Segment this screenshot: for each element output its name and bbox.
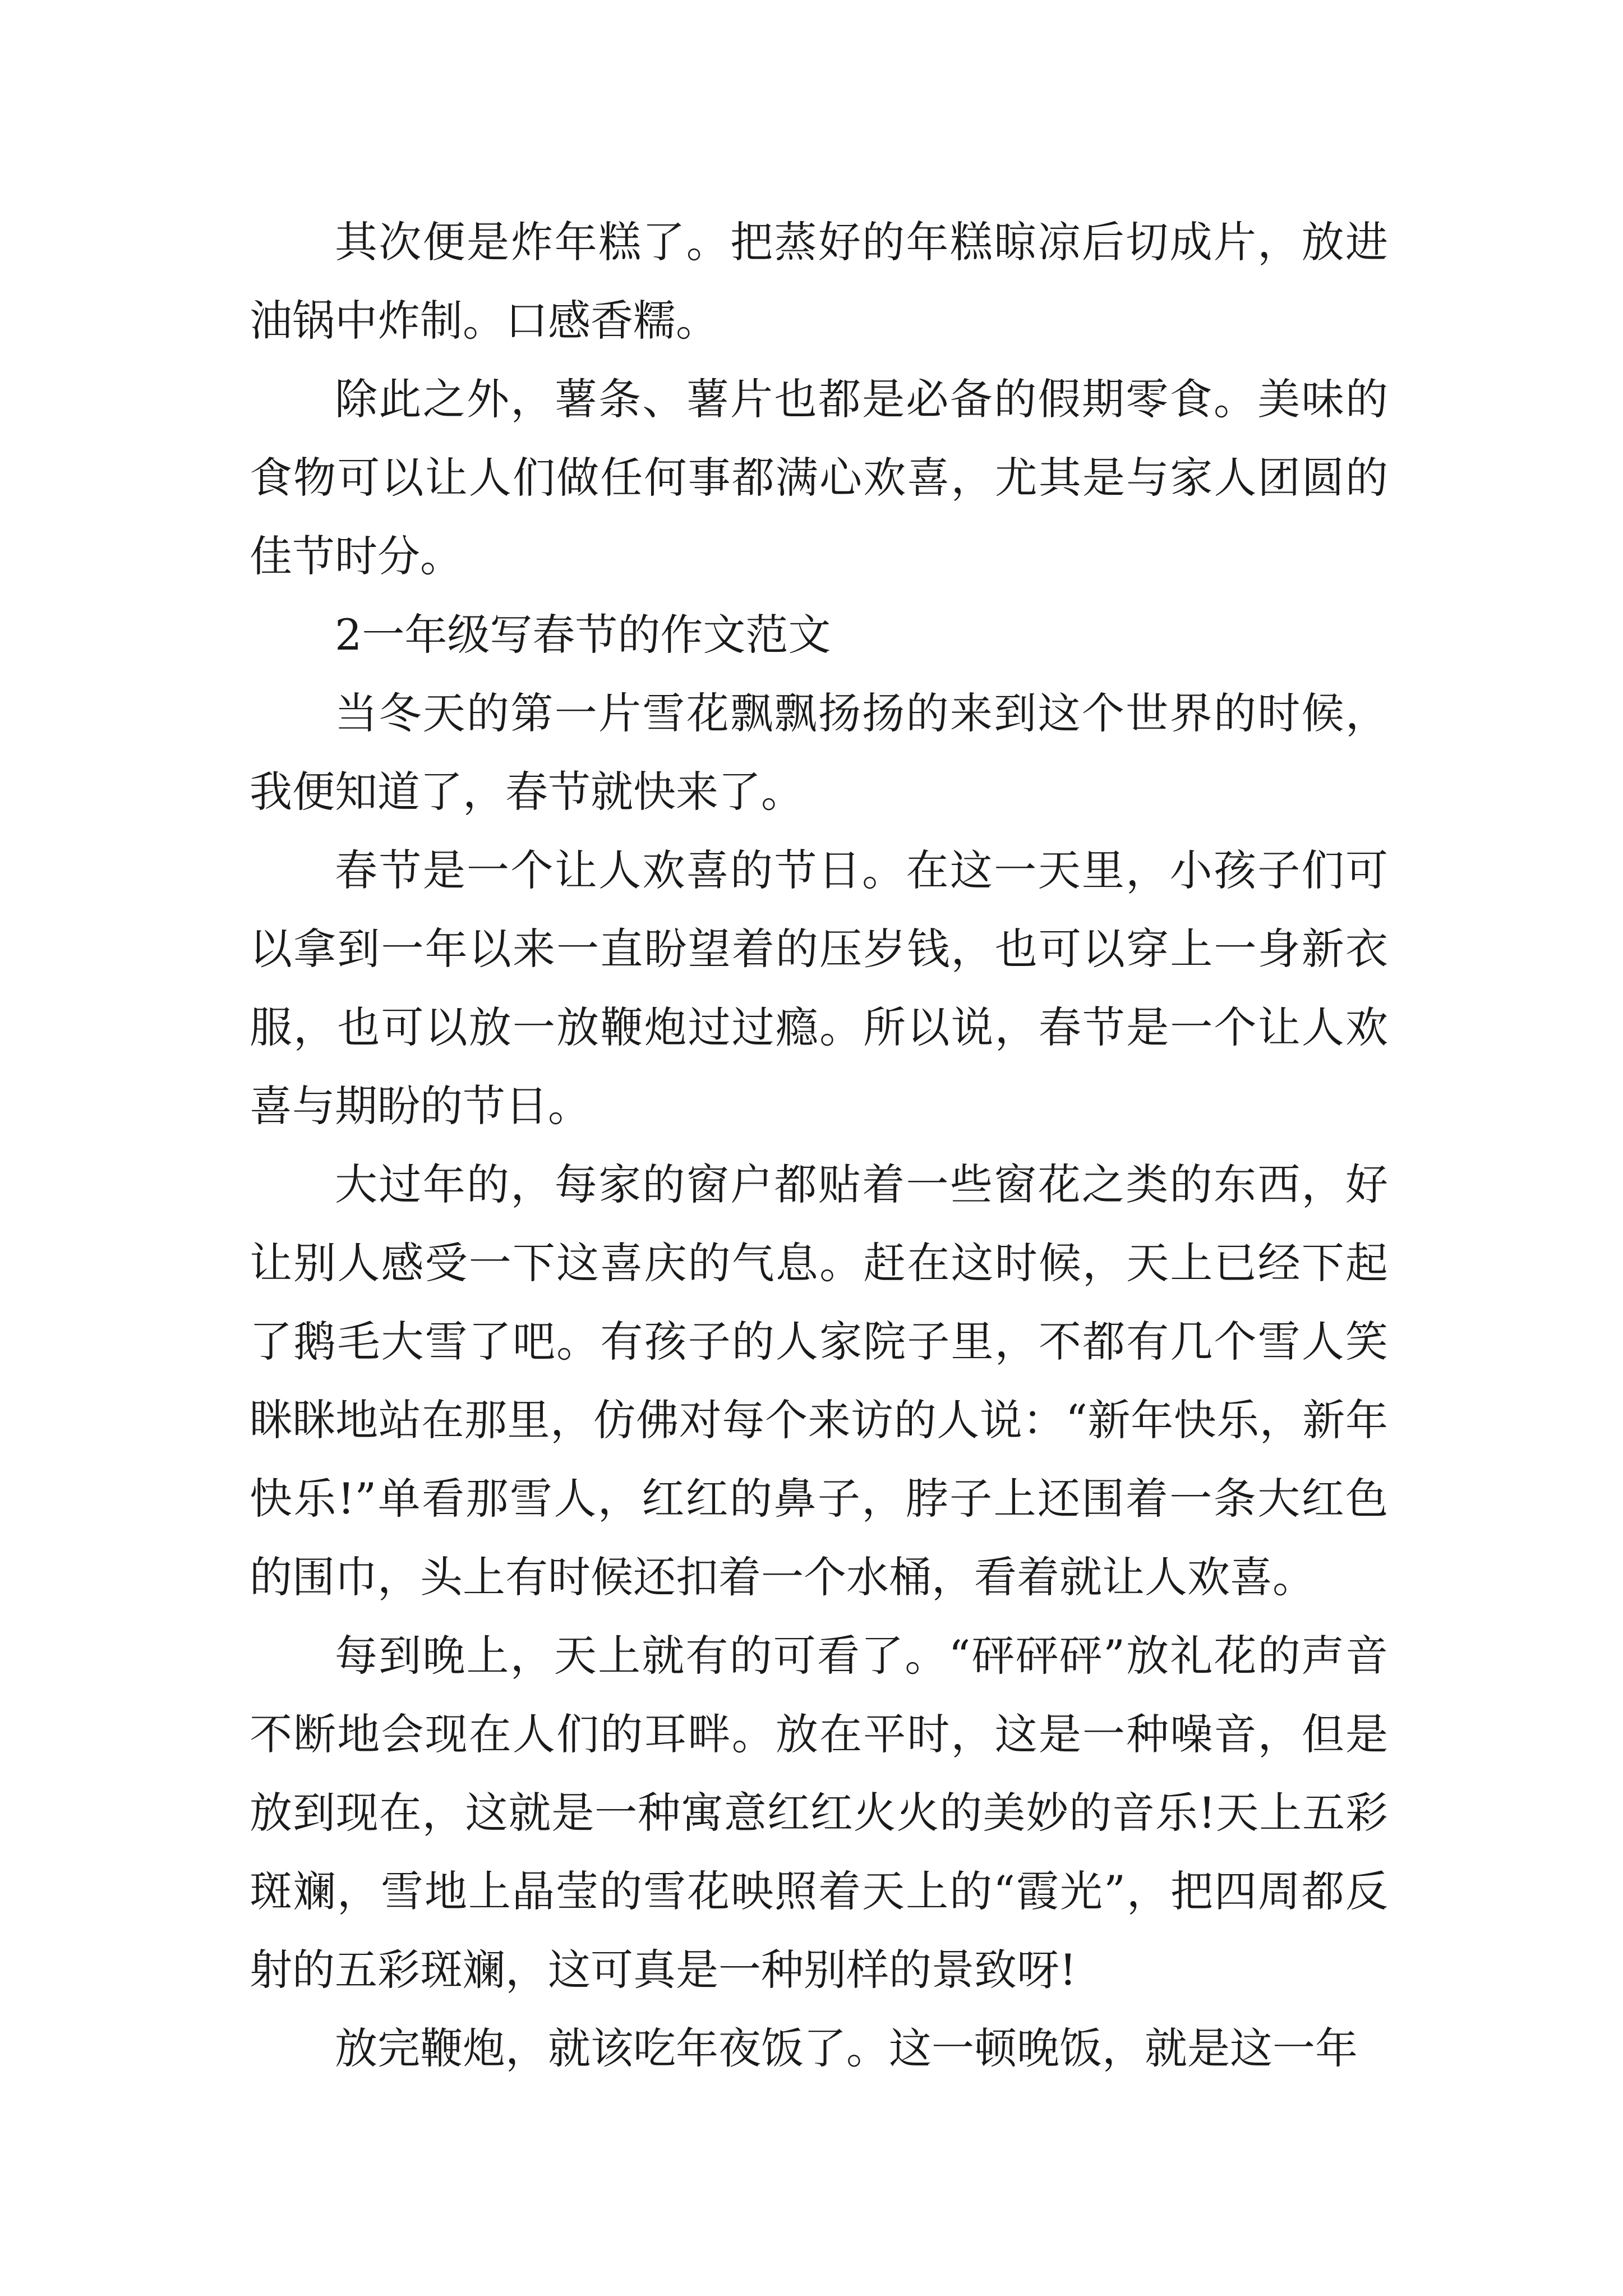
- paragraph-snacks: 除此之外，薯条、薯片也都是必备的假期零食。美味的食物可以让人们做任何事都满心欢喜，尤其是与家人团圆的佳节时分。: [250, 374, 1388, 581]
- paragraph-window-flowers: 大过年的，每家的窗户都贴着一些窗花之类的东西，好让别人感受一下这喜庆的气息。赶在这时候，天上已经下起了鹅毛大雪了吧。有孩子的人家院子里，不都有几个雪人笑眯眯地站在那里，仿佛对每个来访的人说：“新年快乐，新年快乐!”单看那雪人，红红的鼻子，脖子上还围着一条大红色的围巾，头上有时候还扣着一个水桶，看着就让人欢喜。: [250, 1159, 1388, 1602]
- document-body: [250, 203, 1388, 2088]
- paragraph-fried-rice-cake: 其次便是炸年糕了。把蒸好的年糕晾凉后切成片，放进油锅中炸制。口感香糯。: [250, 217, 1388, 346]
- paragraph-first-snowflake: 当冬天的第一片雪花飘飘扬扬的来到这个世界的时候，我便知道了，春节就快来了。: [250, 688, 1388, 817]
- paragraph-new-year-dinner: 放完鞭炮，就该吃年夜饭了。这一顿晚饭，就是这一年: [335, 2023, 1358, 2073]
- paragraph-fireworks: 每到晚上，天上就有的可看了。“砰砰砰”放礼花的声音不断地会现在人们的耳畔。放在平时，这是一种噪音，但是放到现在，这就是一种寓意红红火火的美妙的音乐!天上五彩斑斓，雪地上晶莹的雪花映照着天上的“霞光”，把四周都反射的五彩斑斓，这可真是一种别样的景致呀!: [250, 1631, 1388, 1995]
- paragraph-happy-festival: 春节是一个让人欢喜的节日。在这一天里，小孩子们可以拿到一年以来一直盼望着的压岁钱，也可以穿上一身新衣服，也可以放一放鞭炮过过瘾。所以说，春节是一个让人欢喜与期盼的节日。: [250, 845, 1388, 1131]
- section-heading: 2一年级写春节的作文范文: [335, 610, 831, 660]
